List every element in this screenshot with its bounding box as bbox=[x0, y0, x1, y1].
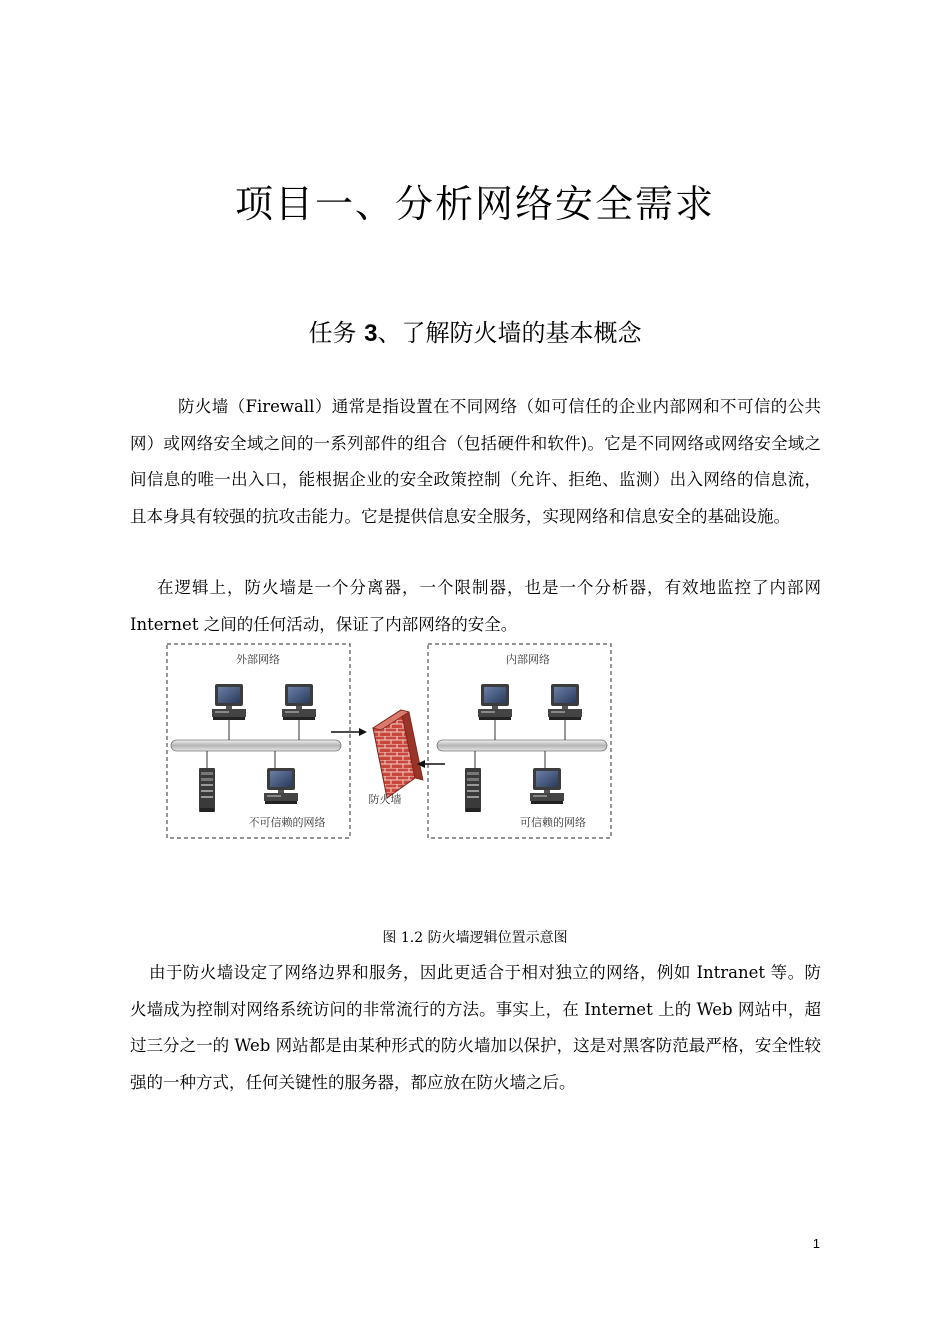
section-title-text: 、了解防火墙的基本概念 bbox=[377, 319, 642, 347]
section-title bbox=[0, 316, 950, 351]
paragraph-firewall-definition: 防火墙（Firewall）通常是指设置在不同网络（如可信任的企业内部网和不可信的公共网）或网络安全域之间的一系列部件的组合（包括硬件和软件)。它是不同网络或网络安全域之间信息的唯一出入口，能根据企业的安全政策控制（允许、拒绝、监测）出入网络的信息流，且本身具有较强的抗攻击能力。它是提供信息安全服务，实现网络和信息安全的基础设施。 bbox=[130, 397, 821, 526]
internal-pc-2-icon bbox=[548, 684, 582, 720]
external-pc-2-icon bbox=[282, 684, 316, 720]
external-network-label: 外部网络 bbox=[236, 653, 280, 666]
page-number: 1 bbox=[812, 1236, 820, 1251]
inbound-arrow-icon bbox=[331, 728, 367, 736]
internal-pc-3-icon bbox=[530, 768, 564, 804]
internal-pc-1-icon bbox=[478, 684, 512, 720]
trusted-network-label: 可信赖的网络 bbox=[520, 816, 586, 829]
external-server-icon bbox=[199, 768, 215, 812]
section-number: 3 bbox=[364, 320, 378, 347]
page-title: 项目一、分析网络安全需求 bbox=[234, 182, 715, 226]
external-pc-3-icon bbox=[264, 768, 298, 804]
firewall-label: 防火墙 bbox=[368, 793, 402, 806]
paragraph-logical-role: 在逻辑上，防火墙是一个分离器，一个限制器，也是一个分析器，有效地监控了内部网 Internet 之间的任何活动，保证了内部网络的安全。 bbox=[130, 578, 821, 634]
internal-server-icon bbox=[465, 768, 481, 812]
firewall-diagram bbox=[163, 640, 615, 842]
paragraph-firewall-usage: 由于防火墙设定了网络边界和服务，因此更适合于相对独立的网络，例如 Intranet 等。防火墙成为控制对网络系统访问的非常流行的方法。事实上，在 Internet 上的 Web 网站中，超过三分之一的 Web 网站都是由某种形式的防火墙加以保护，这是对黑客防范最严格，安全性较强的一种方式，任何关键性的服务器，都应放在防火墙之后。 bbox=[130, 963, 821, 1092]
section-title-prefix: 任务 bbox=[308, 319, 357, 347]
internal-network-label: 内部网络 bbox=[506, 653, 550, 666]
untrusted-network-label: 不可信赖的网络 bbox=[248, 816, 326, 829]
external-bus bbox=[171, 740, 341, 751]
figure-caption: 图 1.2 防火墙逻辑位置示意图 bbox=[382, 930, 568, 946]
external-pc-1-icon bbox=[212, 684, 246, 720]
internal-bus bbox=[437, 740, 607, 751]
firewall-wall-icon bbox=[373, 710, 423, 798]
outbound-arrow-icon bbox=[417, 760, 445, 768]
